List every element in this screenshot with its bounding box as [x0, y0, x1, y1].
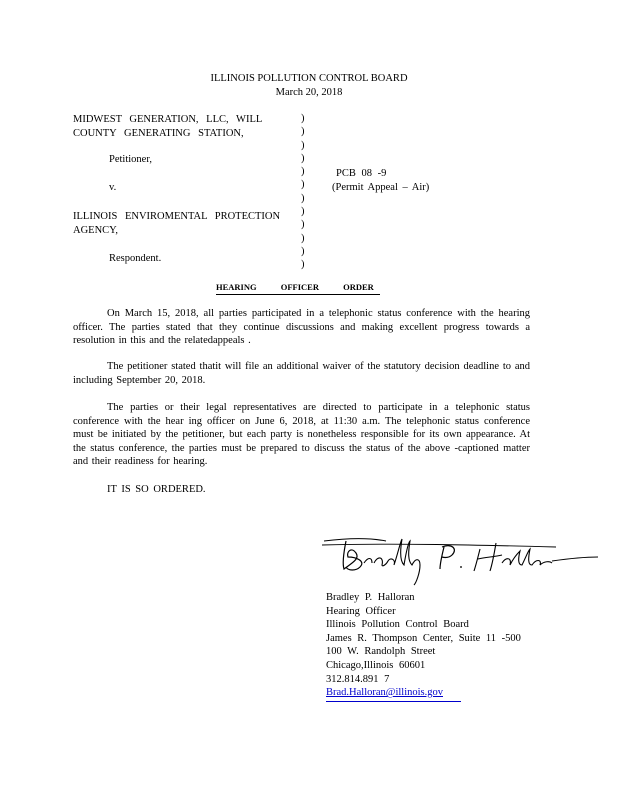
paragraph-text: On March 15, 2018, all parties participated in a telephonic status conference with the hearing officer. The parties stated that they continue discussions and making excellent progress towards a resolution in this and the relatedappeals . [73, 308, 530, 346]
paren: ) [301, 245, 305, 257]
paragraph-waiver [73, 360, 530, 387]
petitioner-label: Petitioner, [109, 154, 153, 165]
paren: ) [301, 232, 305, 244]
paren: ) [301, 179, 305, 191]
signer-organization: Illinois Pollution Control Board [326, 619, 469, 631]
order-title: HEARING OFFICER ORDER [216, 282, 374, 292]
signature-block [326, 591, 521, 700]
signer-email-link[interactable]: Brad.Halloran@illinois.gov [326, 687, 443, 699]
paren: ) [301, 166, 305, 178]
case-number: PCB 08 -9 [336, 168, 387, 179]
paren: ) [301, 192, 305, 204]
signer-address-line2: 100 W. Randolph Street [326, 646, 436, 658]
versus-label: v. [109, 182, 117, 193]
paren: ) [301, 113, 305, 124]
signer-city: Chicago,Illinois 60601 [326, 659, 426, 671]
respondent-label: Respondent. [109, 253, 162, 264]
paren: ) [301, 259, 305, 271]
signer-title: Hearing Officer [326, 605, 396, 617]
board-name: ILLINOIS POLLUTION CONTROL BOARD [210, 73, 408, 84]
closing-ordered: IT IS SO ORDERED. [107, 484, 206, 495]
paren: ) [301, 152, 305, 164]
paren: ) [301, 219, 305, 231]
handwritten-signature [316, 527, 606, 587]
petitioner-name-line2: COUNTY GENERATING STATION, [73, 128, 244, 139]
paren: ) [301, 206, 305, 218]
order-date: March 20, 2018 [275, 87, 343, 98]
paragraph-text: The petitioner stated thatit will file an additional waiver of the statutory decision deadline to and including September 20, 2018. [73, 361, 530, 386]
petitioner-name-line1: MIDWEST GENERATION, LLC, WILL [73, 114, 263, 125]
signer-phone: 312.814.891 7 [326, 673, 390, 685]
paragraph-next-conference [73, 401, 530, 469]
paragraph-text: The parties or their legal representatives are directed to participate in a telephonic status conference with the hear ing officer on June 6, 2018, at 11:30 a.m. The telephonic status conference must be initiated by the petitioner, but each party is nonetheless responsible for its own appearance. At the status conference, the parties must be prepared to discuss the status of the above -captioned matter and their readiness for hearing. [73, 402, 530, 467]
signer-address-line1: James R. Thompson Center, Suite 11 -500 [326, 632, 521, 644]
email-underline-rule [326, 701, 461, 702]
paren: ) [301, 139, 305, 151]
caption-parenthesis-column [301, 112, 305, 272]
respondent-name-line2: AGENCY, [73, 225, 119, 236]
respondent-name-line1: ILLINOIS ENVIROMENTAL PROTECTION [73, 211, 281, 222]
paragraph-status-conference [73, 307, 530, 348]
case-type: (Permit Appeal – Air) [332, 182, 430, 193]
order-title-rule [216, 294, 380, 295]
paren: ) [301, 126, 305, 138]
signer-name: Bradley P. Halloran [326, 592, 415, 603]
